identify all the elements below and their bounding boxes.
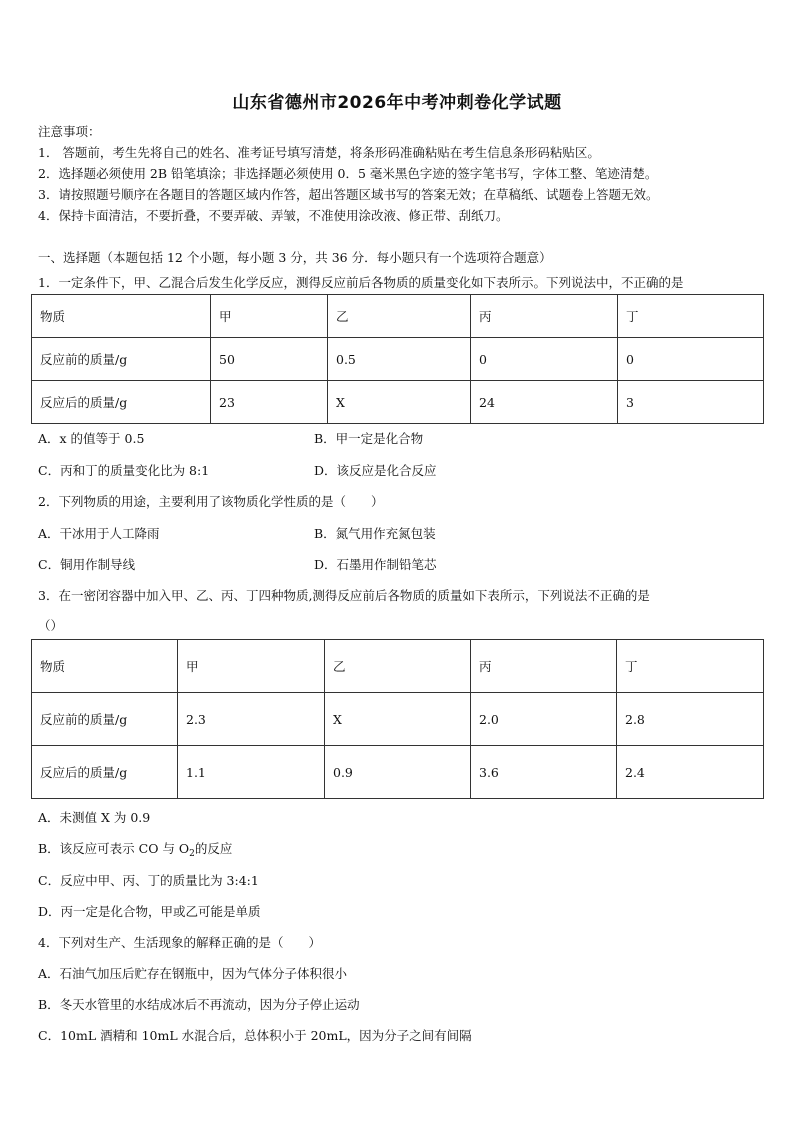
table-cell: 0 — [618, 338, 764, 381]
q3-option-b-suffix: 的反应 — [194, 841, 233, 856]
table-cell: 0 — [471, 338, 618, 381]
notice-item: 1． 答题前，考生先将自己的姓名、准考证号填写清楚，将条形码准确粘贴在考生信息条形码粘贴区。 — [38, 145, 600, 160]
q3-table — [31, 639, 764, 799]
notice-item: 2．选择题必须使用 2B 铅笔填涂；非选择题必须使用 0．5 毫米黑色字迹的签字笔书写，字体工整、笔迹清楚。 — [38, 166, 658, 181]
section-heading: 一、选择题（本题包括 12 个小题，每小题 3 分，共 36 分．每小题只有一个选项符合题意） — [38, 250, 552, 265]
q2-option-c: C．铜用作制导线 — [38, 557, 136, 572]
table-cell: 丙 — [471, 295, 618, 338]
q3-option-a: A．未测值 X 为 0.9 — [38, 810, 151, 825]
table-cell: 丁 — [618, 295, 764, 338]
table-cell: 乙 — [325, 640, 471, 693]
table-cell: 丁 — [617, 640, 764, 693]
table-cell: 丙 — [471, 640, 617, 693]
table-cell: 24 — [471, 381, 618, 424]
q1-option-a: A．x 的值等于 0.5 — [38, 431, 145, 446]
table-cell: 23 — [211, 381, 328, 424]
table-cell: 50 — [211, 338, 328, 381]
notice-item: 3．请按照题号顺序在各题目的答题区域内作答，超出答题区域书写的答案无效；在草稿纸、试题卷上答题无效。 — [38, 187, 659, 202]
q2-option-d: D．石墨用作制铅笔芯 — [314, 557, 437, 572]
table-cell: 0.5 — [328, 338, 471, 381]
table-cell: 2.8 — [617, 693, 764, 746]
table-cell: 反应后的质量/g — [32, 381, 211, 424]
q2-stem: 2．下列物质的用途，主要利用了该物质化学性质的是（ ） — [38, 494, 384, 509]
table-row — [32, 746, 764, 799]
table-cell: 反应后的质量/g — [32, 746, 178, 799]
q3-stem: 3．在一密闭容器中加入甲、乙、丙、丁四种物质,测得反应前后各物质的质量如下表所示，下列说法不正确的是 — [38, 588, 650, 603]
q3-option-c: C．反应中甲、丙、丁的质量比为 3:4:1 — [38, 873, 259, 888]
table-cell: 2.0 — [471, 693, 617, 746]
table-header-row — [32, 640, 764, 693]
q3-stem-continuation: （） — [38, 618, 64, 633]
table-cell: 3 — [618, 381, 764, 424]
q3-option-b-text: B．该反应可表示 CO 与 O — [38, 841, 190, 856]
table-cell: 物质 — [32, 640, 178, 693]
q4-option-c: C．10mL 酒精和 10mL 水混合后，总体积小于 20mL，因为分子之间有间隔 — [38, 1028, 472, 1043]
q1-stem: 1．一定条件下，甲、乙混合后发生化学反应，测得反应前后各物质的质量变化如下表所示。下列说法中，不正确的是 — [38, 275, 684, 290]
table-cell: X — [328, 381, 471, 424]
table-cell: 2.3 — [178, 693, 325, 746]
table-cell: 1.1 — [178, 746, 325, 799]
q4-stem: 4．下列对生产、生活现象的解释正确的是（ ） — [38, 935, 321, 950]
notice-heading: 注意事项： — [38, 124, 101, 139]
q4-option-a: A．石油气加压后贮存在钢瓶中，因为气体分子体积很小 — [38, 966, 348, 981]
q1-table — [31, 294, 764, 424]
q1-option-b: B．甲一定是化合物 — [314, 431, 424, 446]
table-cell: 甲 — [211, 295, 328, 338]
table-cell: 3.6 — [471, 746, 617, 799]
table-row — [32, 381, 764, 424]
q3-option-b-subscript: 2 — [189, 849, 195, 859]
table-cell: 乙 — [328, 295, 471, 338]
exam-title: 山东省德州市2026年中考冲刺卷化学试题 — [232, 93, 562, 113]
q3-option-d: D．丙一定是化合物，甲或乙可能是单质 — [38, 904, 261, 919]
table-cell: 物质 — [32, 295, 211, 338]
table-cell: 0.9 — [325, 746, 471, 799]
q1-option-d: D．该反应是化合反应 — [314, 463, 437, 478]
table-row — [32, 338, 764, 381]
notice-item: 4．保持卡面清洁，不要折叠，不要弄破、弄皱，不准使用涂改液、修正带、刮纸刀。 — [38, 208, 509, 223]
q2-option-b: B．氮气用作充氮包装 — [314, 526, 436, 541]
table-cell: 甲 — [178, 640, 325, 693]
table-cell: 反应前的质量/g — [32, 338, 211, 381]
table-cell: 2.4 — [617, 746, 764, 799]
table-cell: 反应前的质量/g — [32, 693, 178, 746]
table-row — [32, 693, 764, 746]
q3-option-b — [38, 839, 232, 859]
table-cell: X — [325, 693, 471, 746]
table-header-row — [32, 295, 764, 338]
q4-option-b: B．冬天水管里的水结成冰后不再流动，因为分子停止运动 — [38, 997, 360, 1012]
q1-option-c: C．丙和丁的质量变化比为 8:1 — [38, 463, 210, 478]
q2-option-a: A．干冰用于人工降雨 — [38, 526, 160, 541]
